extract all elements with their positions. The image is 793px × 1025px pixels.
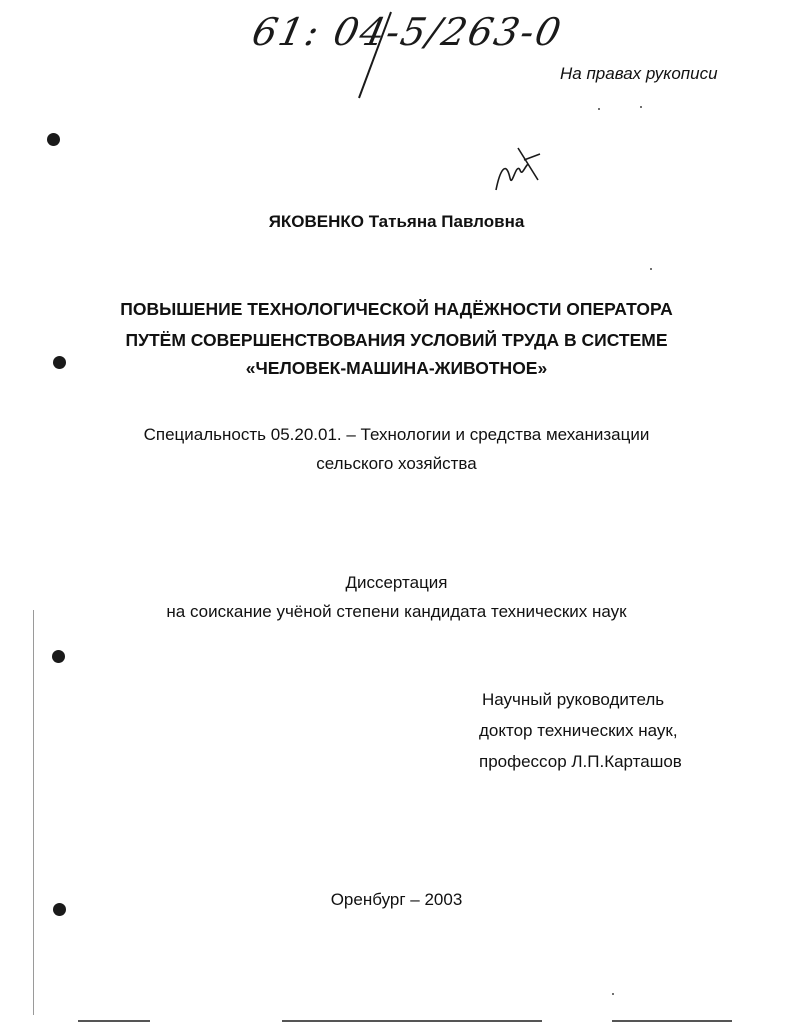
specialty-block [0, 420, 793, 478]
punch-hole-mark [47, 133, 60, 146]
scan-bottom-edge [612, 1020, 732, 1022]
advisor-line-2: доктор технических наук, [479, 721, 678, 740]
specialty-line-2: сельского хозяйства [316, 454, 477, 473]
specialty-line-1: Специальность 05.20.01. – Технологии и средства механизации [143, 425, 650, 444]
scan-margin-line [33, 610, 34, 1015]
scan-speck [612, 993, 614, 995]
handwritten-slash-stroke [355, 8, 395, 103]
thesis-title-line-2: ПУТЁМ СОВЕРШЕНСТВОВАНИЯ УСЛОВИЙ ТРУДА В СИСТЕМЕ [125, 330, 668, 350]
archive-code-handwritten: 61: 04-5/263-0 [248, 10, 567, 54]
rights-note: На правах рукописи [560, 64, 718, 83]
dissertation-line-2: на соискание учёной степени кандидата технических наук [166, 602, 627, 621]
scan-speck [598, 108, 600, 110]
dissertation-line-1: Диссертация [345, 573, 448, 592]
thesis-title-line-1: ПОВЫШЕНИЕ ТЕХНОЛОГИЧЕСКОЙ НАДЁЖНОСТИ ОПЕРАТОРА [120, 299, 673, 319]
signature-mark [488, 140, 548, 200]
advisor-line-1: Научный руководитель [482, 690, 665, 709]
scan-bottom-edge [78, 1020, 150, 1022]
punch-hole-mark [53, 356, 66, 369]
scan-speck [640, 106, 642, 108]
scan-speck [650, 268, 652, 270]
thesis-title-line-3: «ЧЕЛОВЕК-МАШИНА-ЖИВОТНОЕ» [245, 358, 548, 378]
dissertation-block [0, 568, 793, 626]
scan-bottom-edge [282, 1020, 542, 1022]
advisor-block [479, 684, 682, 777]
author-name: ЯКОВЕНКО Татьяна Павловна [268, 212, 525, 231]
punch-hole-mark [53, 903, 66, 916]
advisor-line-3: профессор Л.П.Карташов [479, 752, 682, 771]
city-year: Оренбург – 2003 [330, 890, 463, 909]
punch-hole-mark [52, 650, 65, 663]
